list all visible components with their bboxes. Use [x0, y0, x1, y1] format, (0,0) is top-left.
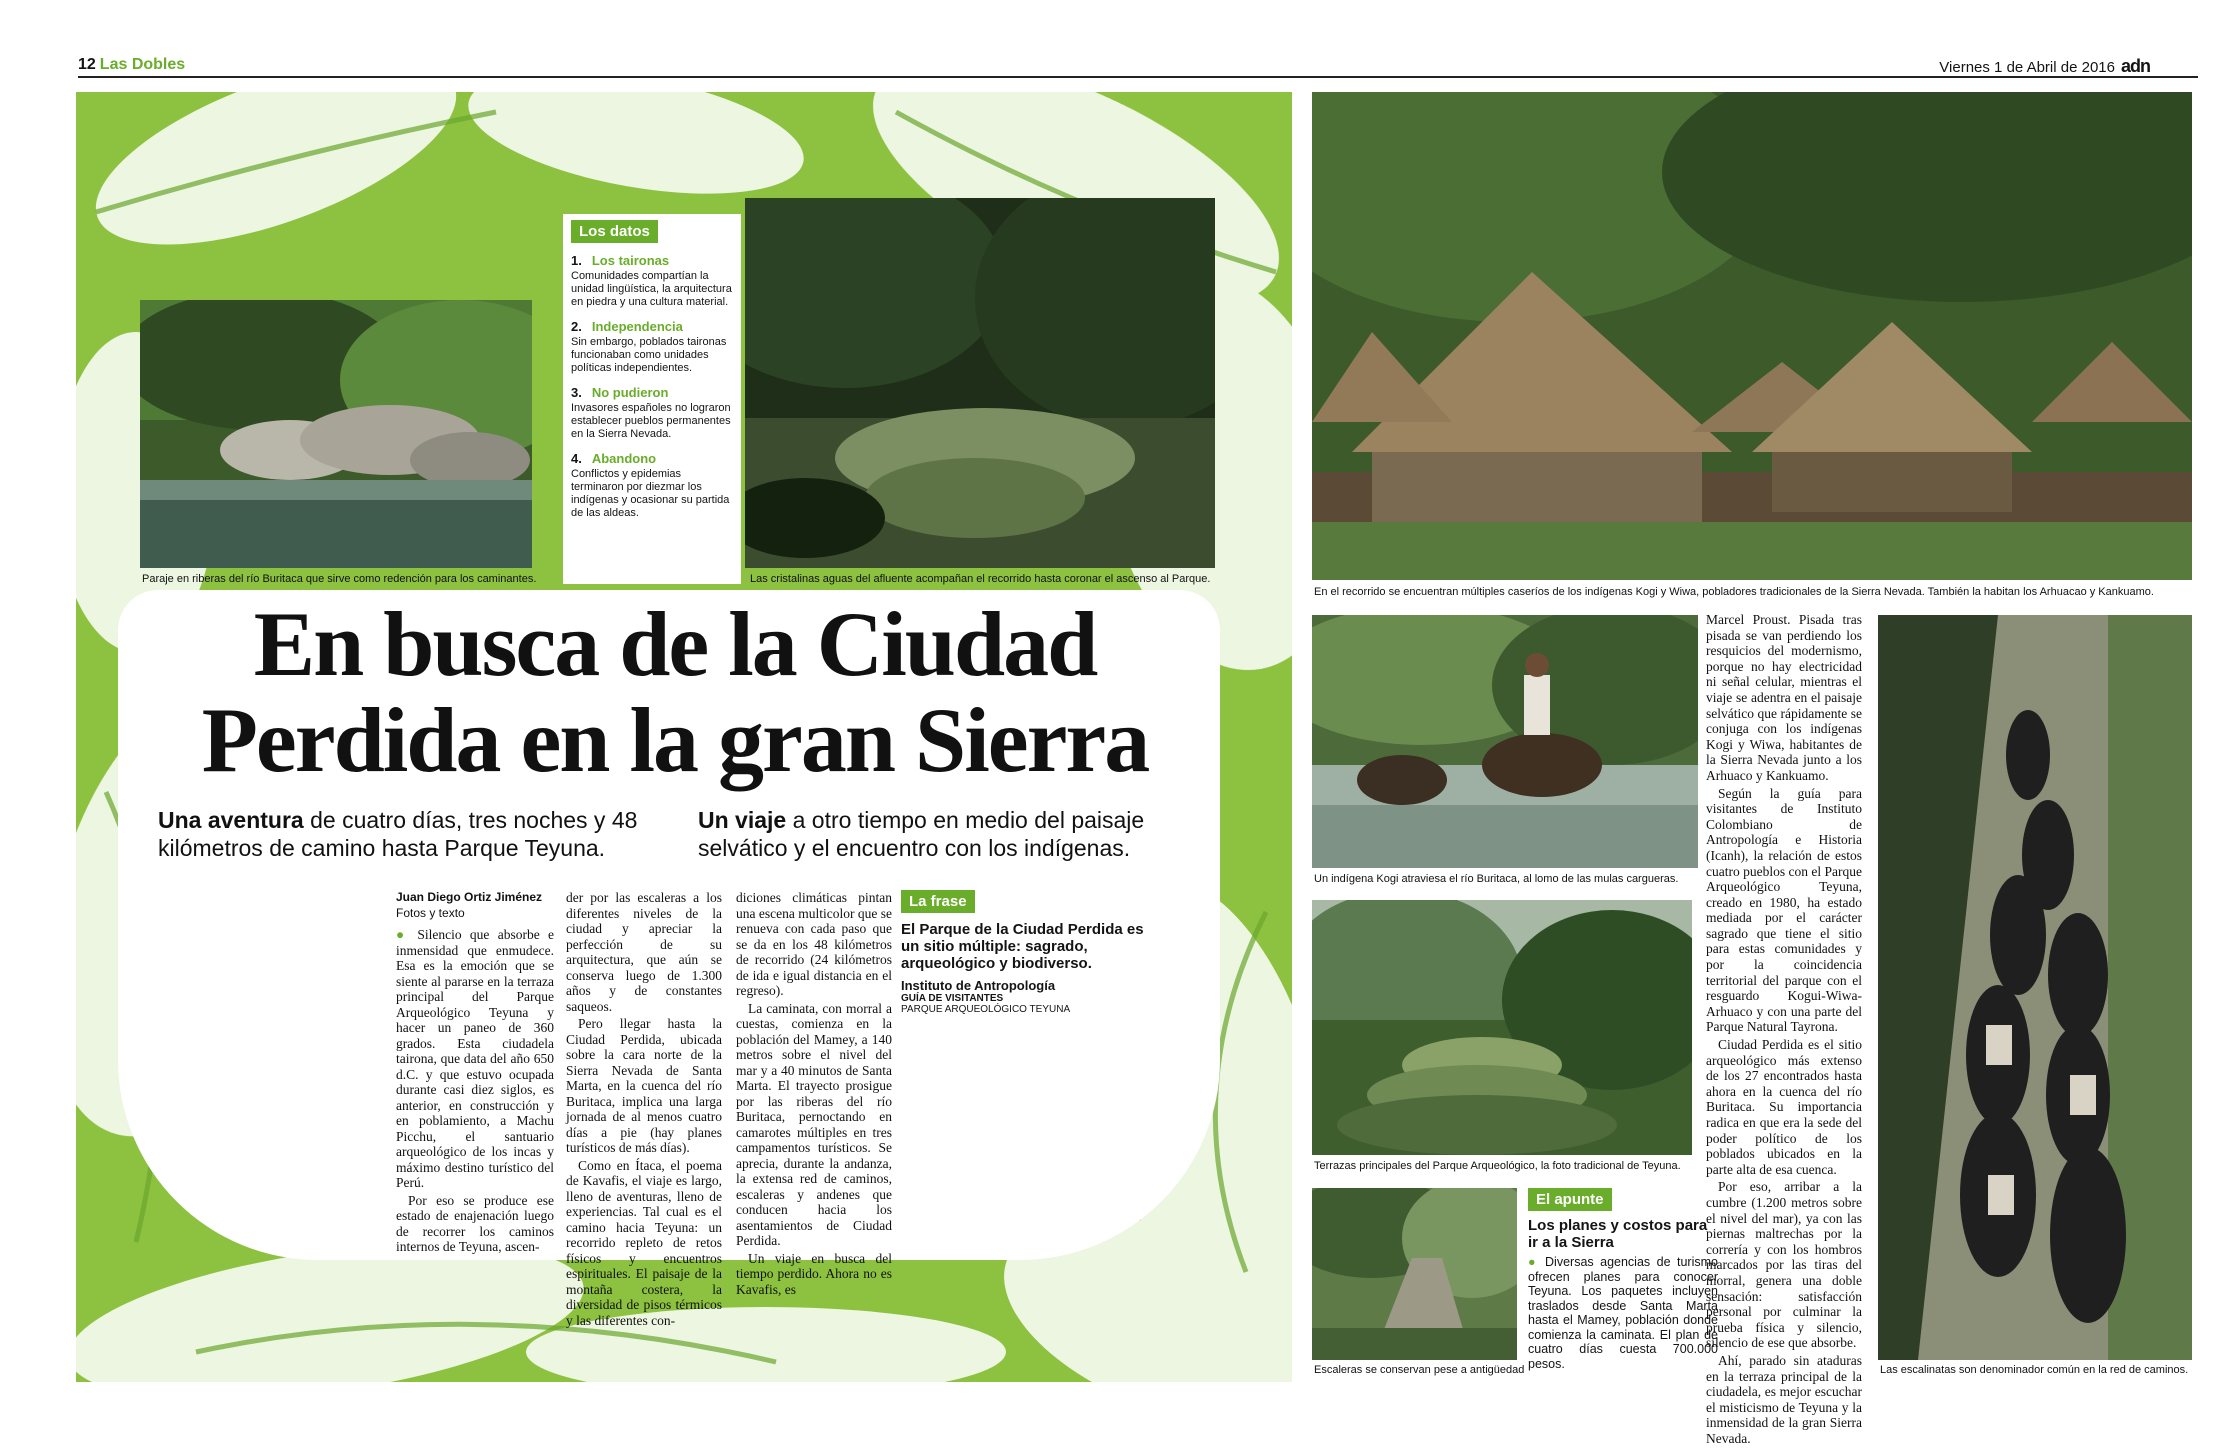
body-paragraph: Por eso se produce ese estado de enajenación luego de recorrer los caminos internos de Teyuna, ascen- — [396, 1192, 554, 1254]
body-paragraph — [396, 927, 554, 1191]
article-headline — [130, 593, 1220, 791]
la-frase-source: Instituto de Antropología — [901, 978, 1056, 993]
headline-line-2: Perdida en la gran Sierra — [201, 689, 1149, 791]
body-paragraph: Ciudad Perdida es el sitio arqueológico más extenso de los 27 encontrados hasta ahora en la cuenca del río Buritaca. Su importancia radica en que era la sede del poder político de los poblados ubicados en la parte alta de esa cuenca. — [1706, 1037, 1862, 1177]
body-paragraph: Según la guía para visitantes de Instituto Colombiano de Antropología e Historia (Icanh), la relación de estos cuatro pueblos con el Parque Arqueológico Teyuna, creado en 1980, ha estado mediada por el carácter sagrado que tiene el sitio para estas comunidades y por la coincidencia territorial del parque con el resguardo Kogui-Wiwa-Arhuaco y con una parte del Parque Natural Tayrona. — [1706, 785, 1862, 1035]
datos-item-1 — [571, 253, 733, 309]
stairs-photo-caption: Escaleras se conservan pese a antigüedad — [1314, 1364, 1525, 1376]
terraces-photo-caption: Terrazas principales del Parque Arqueológico, la foto tradicional de Teyuna. — [1314, 1160, 1681, 1172]
el-apunte-body: Diversas agencias de turismo ofrecen planes para conocer Teyuna. Los paquetes incluyen traslados desde Santa Marta hasta el Mamey, población donde comienza la caminata. El plan de cuatro días cuesta 700.000 pesos. — [1528, 1255, 1718, 1371]
el-apunte-tag: El apunte — [1528, 1188, 1612, 1211]
stairs-photo — [1312, 1188, 1517, 1360]
datos-item-number: 2. — [571, 319, 582, 334]
body-column-3 — [736, 890, 892, 1299]
datos-item-text: Sin embargo, poblados taironas funcionaban como unidades políticas independientes. — [571, 336, 727, 374]
stream-photo-caption: Las cristalinas aguas del afluente acompañan el recorrido hasta coronar el ascenso al Parque. — [750, 573, 1211, 585]
body-paragraph: Un viaje en busca del tiempo perdido. Ahora no es Kavafis, es — [736, 1250, 892, 1297]
byline-author: Juan Diego Ortiz Jiménez — [396, 890, 543, 904]
el-apunte-title: Los planes y costos para ir a la Sierra — [1528, 1217, 1708, 1251]
byline-role: Fotos y texto — [396, 905, 465, 920]
datos-item-text: Comunidades compartían la unidad lingüística, la arquitectura en piedra y una cultura material. — [571, 270, 732, 308]
body-column-2 — [566, 890, 722, 1330]
datos-item-number: 3. — [571, 385, 582, 400]
mules-photo — [1312, 615, 1698, 868]
datos-item-number: 1. — [571, 253, 582, 268]
byline — [396, 890, 554, 921]
body-paragraph: Pero llegar hasta la Ciudad Perdida, ubicada sobre la cara norte de la Sierra Nevada de Santa Marta, en la cuenca del río Buritaca, implica una larga jornada de al menos cuatro días a pie (hay planes turísticos de más días). — [566, 1016, 722, 1155]
bullet-icon: ● — [396, 927, 418, 942]
river-photo — [140, 300, 532, 568]
datos-item-label: Independencia — [591, 319, 683, 334]
brand-logo: adn — [2120, 56, 2150, 76]
body-paragraph: Por eso, arribar a la cumbre (1.200 metros sobre el nivel del mar), ya con las piernas maltrechas por la correría y con los hombros marcados por las tiras del morral, genera una doble sensación: satisfacción personal por culminar la prueba física y silencio, silencio de ese que absorbe. — [1706, 1179, 1862, 1351]
datos-item-number: 4. — [571, 451, 582, 466]
datos-item-3 — [571, 385, 733, 441]
huts-photo-caption: En el recorrido se encuentran múltiples caseríos de los indígenas Kogi y Wiwa, pobladores tradicionales de la Sierra Nevada. También la habitan los Arhuacao y Kankuamo. — [1314, 586, 2154, 598]
hikers-photo — [1878, 615, 2192, 1360]
la-frase-sub2: PARQUE ARQUEOLÓGICO TEYUNA — [901, 1004, 1071, 1015]
body-paragraph: Marcel Proust. Pisada tras pisada se van perdiendo los resquicios del modernismo, porque no hay electricidad ni señal celular, mientras el viaje se adentra en el paisaje selvático que rápidamente se conjuga con los indígenas Kogi y Wiwa, habitantes de la Sierra Nevada junto a los Arhuaco y Kankuamo. — [1706, 612, 1862, 783]
el-apunte-text — [1528, 1255, 1718, 1371]
datos-item-label: Abandono — [591, 451, 657, 466]
datos-item-4 — [571, 451, 733, 520]
hikers-photo-caption: Las escalinatas son denominador común en la red de caminos. — [1880, 1364, 2189, 1376]
deck-right-lead: Un viaje — [698, 807, 787, 833]
la-frase-sub1: GUÍA DE VISITANTES — [901, 993, 1004, 1004]
section-name: Las Dobles — [99, 56, 186, 73]
la-frase-quote: El Parque de la Ciudad Perdida es un sitio múltiple: sagrado, arqueológico y biodiverso. — [901, 921, 1144, 972]
deck-left-text: de cuatro días, tres noches y 48 kilómetros de camino hasta Parque Teyuna. — [158, 807, 638, 861]
la-frase-box — [901, 890, 1151, 1040]
body-paragraph: diciones climáticas pintan una escena multicolor que se renueva con cada paso que se da en los 48 kilómetros de recorrido (24 kilómetros de ida e igual distancia en el regreso). — [736, 890, 892, 998]
mules-photo-caption: Un indígena Kogi atraviesa el río Buritaca, al lomo de las mulas cargueras. — [1314, 873, 1679, 885]
deck-right — [698, 806, 1198, 862]
body-paragraph: der por las escaleras a los diferentes niveles de la ciudad y apreciar la perfección de su arquitectura, que aún se conserva luego de 1.300 años y de constantes saqueos. — [566, 890, 722, 1014]
body-paragraph: La caminata, con morral a cuestas, comienza en la población del Mamey, a 140 metros sobre el nivel del mar y a 40 minutos de Santa Marta. El trayecto prosigue por las riberas del río Buritaca, pernoctando en camarotes múltiples en tres campamentos turísticos. Se aprecia, durante la andanza, la extensa red de caminos, escaleras y andenes que conducen hacia los asentamientos de Ciudad Perdida. — [736, 1000, 892, 1248]
right-body-column — [1706, 612, 1862, 1448]
page-header-right — [1939, 56, 2150, 77]
body-text: Silencio que absorbe e inmensidad que enmudece. Esa es la emoción que se siente al pararse en la terraza principal del Parque Arqueológico Teyuna y hacer un paneo de 360 grados. Esta ciudadela tairona, que data del año 650 d.C. y que estuvo ocupada durante casi diez siglos, es anterior, en construcción y en poblamiento, a Machu Picchu, el santuario arqueológico de los incas y máximo destino turístico del Perú. — [396, 927, 555, 1190]
el-apunte-box — [1528, 1188, 1718, 1378]
header-rule — [78, 76, 2198, 78]
terraces-photo — [1312, 900, 1692, 1155]
bullet-icon: ● — [1528, 1255, 1546, 1269]
deck-left — [158, 806, 678, 862]
page-header-left — [78, 56, 185, 74]
issue-date: Viernes 1 de Abril de 2016 — [1939, 59, 2115, 76]
stream-photo — [745, 198, 1215, 568]
la-frase-subsource — [901, 993, 1151, 1015]
body-column-1 — [396, 890, 554, 1257]
page-number: 12 — [78, 56, 96, 73]
deck-right-text: a otro tiempo en medio del paisaje selvático y el encuentro con los indígenas. — [698, 807, 1145, 861]
datos-item-label: Los taironas — [591, 253, 670, 268]
deck-left-lead: Una aventura — [158, 807, 304, 833]
huts-photo — [1312, 92, 2192, 580]
datos-item-text: Conflictos y epidemias terminaron por diezmar los indígenas y ocasionar su partida de las aldeas. — [571, 468, 730, 519]
datos-item-label: No pudieron — [591, 385, 669, 400]
body-paragraph: Ahí, parado sin ataduras en la terraza principal de la ciudadela, es mejor escuchar el misticismo de Teyuna y la inmensidad de la gran Sierra Nevada. — [1706, 1352, 1862, 1446]
river-photo-caption: Paraje en riberas del río Buritaca que sirve como redención para los caminantes. — [142, 573, 537, 585]
los-datos-title: Los datos — [571, 220, 658, 243]
body-paragraph: Como en Ítaca, el poema de Kavafis, el viaje es largo, lleno de aventuras, lleno de experiencias. Tal cual es el camino hacia Teyuna: un recorrido repleto de retos físicos y encuentros espirituales. El paisaje de la montaña costera, la diversidad de pisos térmicos y las diferentes con- — [566, 1157, 722, 1328]
la-frase-title: La frase — [901, 890, 975, 913]
los-datos-box — [563, 214, 741, 584]
datos-item-text: Invasores españoles no lograron establecer pueblos permanentes en la Sierra Nevada. — [571, 402, 731, 440]
headline-line-1: En busca de la Ciudad — [253, 593, 1097, 695]
datos-item-2 — [571, 319, 733, 375]
